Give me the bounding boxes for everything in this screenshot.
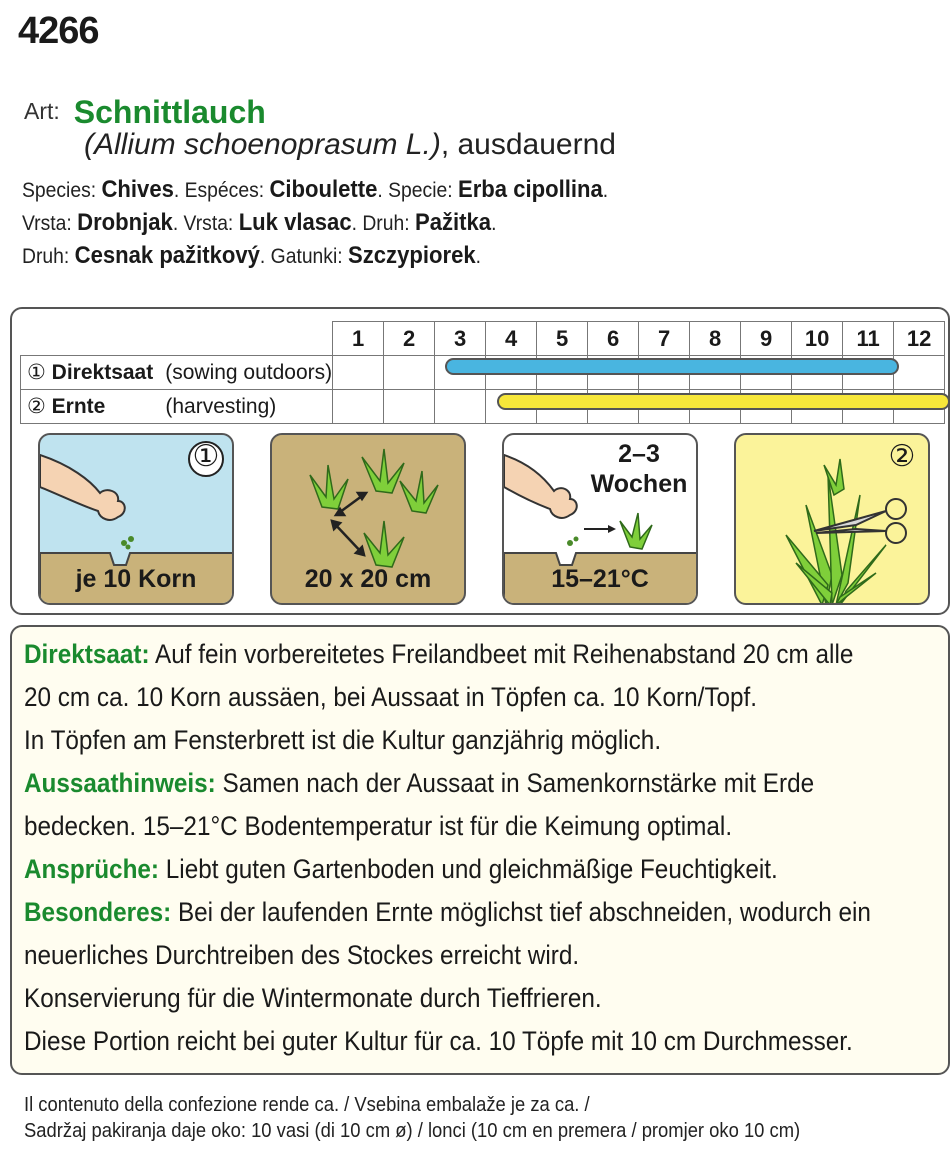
row-label-sowing — [21, 356, 333, 390]
sowing-caption: je 10 Korn — [75, 565, 197, 593]
badge-2: ② — [888, 440, 916, 473]
month-6: 6 — [588, 322, 639, 356]
row-label-harvest — [21, 390, 333, 424]
instruction-line: Diese Portion reicht bei guter Kultur für ca. 10 Töpfe mit 10 cm Durchmesser. — [24, 1026, 853, 1056]
species-line-1: Species: Chives. Espéces: Ciboulette. Specie: Erba cipollina. — [22, 176, 609, 203]
circled-number: ① — [27, 361, 46, 384]
germination-weeks: 2–3 — [618, 440, 660, 468]
species-line-2: Vrsta: Drobnjak. Vrsta: Luk vlasac. Druh: Pažitka. — [22, 209, 497, 236]
species-label: Gatunki: — [270, 245, 343, 268]
latin-name: (Allium schoenoprasum L.) — [84, 128, 441, 161]
sowing-calendar-box — [10, 307, 950, 615]
species-value: Chives — [101, 176, 174, 203]
cultivation-instructions — [10, 625, 950, 1075]
month-11: 11 — [843, 322, 894, 356]
species-value: Pažitka — [414, 209, 492, 236]
art-label: Art: — [24, 98, 60, 124]
month-3: 3 — [435, 322, 486, 356]
row-title: Direktsaat — [51, 361, 154, 384]
spacing-caption: 20 x 20 cm — [304, 565, 432, 593]
species-label: Species: — [22, 179, 97, 202]
instruction-text: Liebt guten Gartenboden und gleichmäßige Feuchtigkeit. — [159, 854, 778, 884]
art-line — [24, 94, 266, 131]
instruction-heading: Aussaathinweis: — [24, 768, 216, 798]
instruction-text: Bei der laufenden Ernte möglichst tief abschneiden, wodurch ein — [171, 897, 871, 927]
species-label: Specie: — [388, 179, 453, 202]
species-label: Druh: — [362, 212, 410, 235]
instruction-text: Auf fein vorbereitetes Freilandbeet mit Reihenabstand 20 cm alle — [149, 639, 854, 669]
instruction-heading: Ansprüche: — [24, 854, 160, 884]
instruction-heading: Besonderes: — [24, 897, 172, 927]
instruction-line: neuerliches Durchtreiben des Stockes erreicht wird. — [24, 940, 580, 970]
calendar-header-row — [21, 322, 945, 356]
species-line-3: Druh: Cesnak pažitkový. Gatunki: Szczypiorek. — [22, 242, 482, 269]
species-value: Luk vlasac — [238, 209, 352, 236]
spacing-illustration — [270, 433, 466, 605]
species-label: Vrsta: — [183, 212, 234, 235]
month-1: 1 — [333, 322, 384, 356]
row-subtitle: (harvesting) — [165, 395, 277, 418]
instruction-line: Konservierung für die Wintermonate durch Tieffrieren. — [24, 983, 602, 1013]
badge-1: ① — [192, 440, 220, 473]
temperature-caption: 15–21°C — [551, 565, 649, 593]
harvest-illustration — [734, 433, 930, 605]
product-code: 4266 — [18, 10, 99, 52]
footer-line-1: Il contenuto della confezione rende ca. / Vsebina embalaže je za ca. / — [24, 1094, 590, 1116]
latin-name-line — [84, 128, 616, 162]
instruction-line — [24, 639, 853, 670]
instruction-line — [24, 854, 778, 885]
month-5: 5 — [537, 322, 588, 356]
circled-number: ② — [27, 395, 46, 418]
species-value: Drobnjak — [77, 209, 173, 236]
instruction-line: bedecken. 15–21°C Bodentemperatur ist für die Keimung optimal. — [24, 811, 733, 841]
month-4: 4 — [486, 322, 537, 356]
row-title: Ernte — [51, 395, 106, 418]
lifecycle: , ausdauernd — [440, 128, 616, 161]
month-9: 9 — [741, 322, 792, 356]
species-value: Erba cipollina — [457, 176, 603, 203]
species-label: Vrsta: — [22, 212, 72, 235]
germination-time — [584, 439, 694, 499]
row-subtitle: (sowing outdoors) — [165, 361, 333, 384]
instruction-heading: Direktsaat: — [24, 639, 150, 669]
plant-name: Schnittlauch — [73, 94, 266, 130]
month-7: 7 — [639, 322, 690, 356]
month-10: 10 — [792, 322, 843, 356]
sowing-period-bar — [445, 358, 899, 375]
month-8: 8 — [690, 322, 741, 356]
germination-unit: Wochen — [590, 470, 688, 498]
month-2: 2 — [384, 322, 435, 356]
germination-illustration — [502, 433, 698, 605]
sowing-illustration — [38, 433, 234, 605]
species-label: Druh: — [22, 245, 70, 268]
instruction-line — [24, 768, 814, 799]
footer-line-2: Sadržaj pakiranja daje oko: 10 vasi (di 10 cm ø) / lonci (10 cm en premera / promjer oko 10 cm) — [24, 1120, 801, 1142]
harvest-period-bar — [497, 393, 951, 410]
instruction-line — [24, 897, 871, 928]
species-value: Szczypiorek — [348, 242, 476, 269]
species-value: Ciboulette — [269, 176, 378, 203]
instruction-text: Samen nach der Aussaat in Samenkornstärke mit Erde — [215, 768, 815, 798]
species-value: Cesnak pažitkový — [74, 242, 260, 269]
instruction-line: In Töpfen am Fensterbrett ist die Kultur ganzjährig möglich. — [24, 725, 662, 755]
species-label: Espéces: — [184, 179, 265, 202]
instruction-line: 20 cm ca. 10 Korn aussäen, bei Aussaat in Töpfen ca. 10 Korn/Topf. — [24, 682, 758, 712]
month-12: 12 — [894, 322, 945, 356]
